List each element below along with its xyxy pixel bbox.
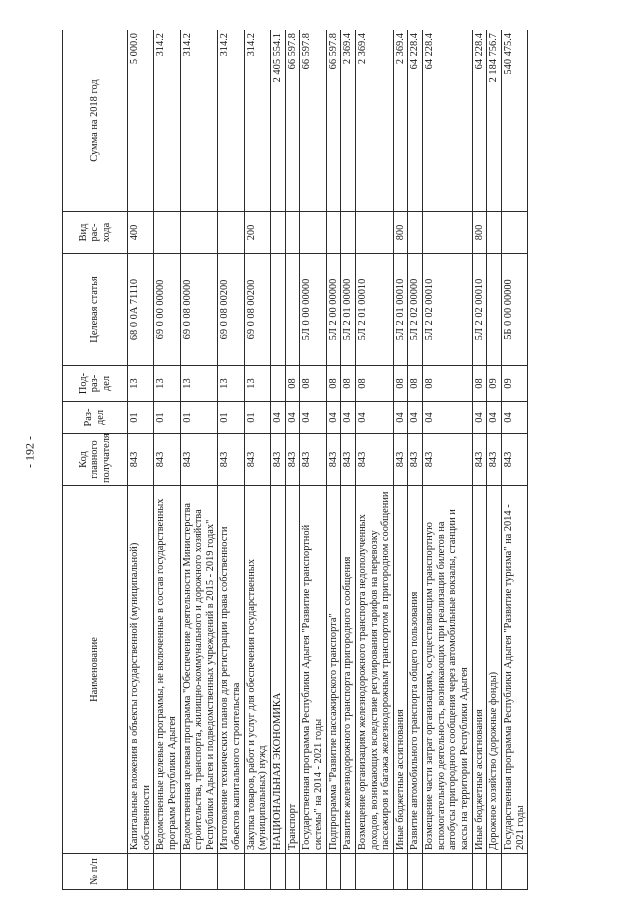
- rotated-page: [62, 30, 622, 890]
- cell-num: [180, 854, 218, 890]
- cell-vid: 800: [393, 212, 408, 254]
- cell-code: 843: [501, 434, 527, 486]
- cell-name: Государственная программа Республики Адыгея "Развитие транспортной системы" на 2014 - 2021 годы: [300, 486, 326, 854]
- table-row: [300, 30, 326, 890]
- cell-podrazdel: 09: [487, 366, 502, 402]
- cell-sum: 2 405 554.1: [271, 30, 286, 212]
- cell-code: 843: [393, 434, 408, 486]
- cell-article: 69 0 08 00200: [218, 254, 244, 366]
- cell-code: 843: [487, 434, 502, 486]
- cell-razdel: 04: [487, 402, 502, 434]
- cell-sum: 2 184 756.7: [487, 30, 502, 212]
- cell-code: 843: [271, 434, 286, 486]
- cell-sum: 2 369.4: [393, 30, 408, 212]
- cell-sum: 314.2: [244, 30, 270, 212]
- cell-article: [487, 254, 502, 366]
- cell-article: 5Л 2 02 00000: [408, 254, 423, 366]
- cell-razdel: 04: [408, 402, 423, 434]
- cell-vid: 400: [128, 212, 154, 254]
- cell-podrazdel: 13: [218, 366, 244, 402]
- cell-code: 843: [472, 434, 487, 486]
- cell-code: 843: [408, 434, 423, 486]
- header-razdel: Раз-дел: [63, 402, 128, 434]
- cell-num: [271, 854, 286, 890]
- cell-podrazdel: 08: [300, 366, 326, 402]
- cell-razdel: 04: [341, 402, 356, 434]
- cell-razdel: 01: [244, 402, 270, 434]
- cell-sum: 64 228.4: [423, 30, 473, 212]
- cell-num: [355, 854, 393, 890]
- cell-article: 5Б 0 00 00000: [501, 254, 527, 366]
- cell-article: 5Л 0 00 00000: [300, 254, 326, 366]
- cell-article: 68 0 0А 71110: [128, 254, 154, 366]
- cell-razdel: 04: [271, 402, 286, 434]
- cell-article: 5Л 2 02 00010: [423, 254, 473, 366]
- cell-razdel: 04: [355, 402, 393, 434]
- cell-razdel: 01: [154, 402, 180, 434]
- cell-podrazdel: 13: [128, 366, 154, 402]
- cell-vid: [154, 212, 180, 254]
- table-row: [408, 30, 423, 890]
- cell-article: 5Л 2 01 00010: [393, 254, 408, 366]
- table-header-row: [63, 30, 128, 890]
- cell-name: Изготовление технических планов для регистрации права собственности объектов капитального строительства: [218, 486, 244, 854]
- cell-podrazdel: 08: [285, 366, 300, 402]
- table-row: [423, 30, 473, 890]
- cell-code: 843: [128, 434, 154, 486]
- cell-code: 843: [180, 434, 218, 486]
- cell-vid: [423, 212, 473, 254]
- cell-razdel: 01: [180, 402, 218, 434]
- cell-name: Ведомственная целевая программа "Обеспечение деятельности Министерства строительства, транспорта, жилищно-коммунального и дорожного хозяйства Республики Адыгея и подведомственных учреждений в 2015 - 2019 годах": [180, 486, 218, 854]
- table-row: [154, 30, 180, 890]
- table-row: [218, 30, 244, 890]
- cell-razdel: 04: [326, 402, 341, 434]
- cell-sum: 66 597.8: [285, 30, 300, 212]
- cell-sum: 66 597.8: [300, 30, 326, 212]
- cell-vid: [285, 212, 300, 254]
- cell-num: [218, 854, 244, 890]
- cell-podrazdel: 08: [341, 366, 356, 402]
- cell-podrazdel: 08: [423, 366, 473, 402]
- cell-vid: [501, 212, 527, 254]
- cell-sum: 5 000.0: [128, 30, 154, 212]
- cell-num: [487, 854, 502, 890]
- cell-code: 843: [218, 434, 244, 486]
- cell-name: Иные бюджетные ассигнования: [472, 486, 487, 854]
- cell-podrazdel: 09: [501, 366, 527, 402]
- cell-podrazdel: 13: [154, 366, 180, 402]
- cell-vid: [341, 212, 356, 254]
- cell-article: 69 0 08 00000: [180, 254, 218, 366]
- cell-article: 5Л 2 02 00010: [472, 254, 487, 366]
- cell-article: [271, 254, 286, 366]
- cell-vid: [355, 212, 393, 254]
- cell-name: Транспорт: [285, 486, 300, 854]
- cell-name: Возмещение организациям железнодорожного транспорта недополученных доходов, возникающих вследствие регулирования тарифов на перевозку пассажиров и багажа железнодорожным транспортом в пригородном сообщении: [355, 486, 393, 854]
- cell-name: НАЦИОНАЛЬНАЯ ЭКОНОМИКА: [271, 486, 286, 854]
- cell-razdel: 04: [423, 402, 473, 434]
- cell-code: 843: [244, 434, 270, 486]
- page-number: - 192 -: [22, 436, 37, 468]
- table-row: [487, 30, 502, 890]
- cell-vid: [326, 212, 341, 254]
- cell-sum: 540 475.4: [501, 30, 527, 212]
- cell-vid: [487, 212, 502, 254]
- cell-vid: [180, 212, 218, 254]
- cell-razdel: 04: [393, 402, 408, 434]
- table-row: [393, 30, 408, 890]
- table-row: [341, 30, 356, 890]
- cell-razdel: 04: [472, 402, 487, 434]
- cell-article: 69 0 00 00000: [154, 254, 180, 366]
- cell-podrazdel: 13: [180, 366, 218, 402]
- cell-sum: 314.2: [154, 30, 180, 212]
- cell-code: 843: [326, 434, 341, 486]
- cell-sum: 314.2: [180, 30, 218, 212]
- header-num: № п/п: [63, 854, 128, 890]
- cell-vid: [408, 212, 423, 254]
- cell-vid: [218, 212, 244, 254]
- table-row: [271, 30, 286, 890]
- cell-code: 843: [341, 434, 356, 486]
- cell-razdel: 04: [285, 402, 300, 434]
- table-row: [501, 30, 527, 890]
- table-row: [472, 30, 487, 890]
- cell-razdel: 04: [501, 402, 527, 434]
- header-vid: Вид рас-хода: [63, 212, 128, 254]
- cell-vid: [271, 212, 286, 254]
- cell-name: Закупка товаров, работ и услуг для обеспечения государственных (муниципальных) нужд: [244, 486, 270, 854]
- cell-name: Иные бюджетные ассигнования: [393, 486, 408, 854]
- cell-vid: [300, 212, 326, 254]
- cell-podrazdel: 08: [408, 366, 423, 402]
- cell-podrazdel: 08: [472, 366, 487, 402]
- table-container: [62, 30, 622, 890]
- budget-table: [62, 30, 528, 890]
- cell-podrazdel: 08: [355, 366, 393, 402]
- cell-code: 843: [355, 434, 393, 486]
- header-code: Код главного получателя: [63, 434, 128, 486]
- cell-num: [341, 854, 356, 890]
- cell-sum: 64 228.4: [472, 30, 487, 212]
- cell-sum: 2 369.4: [341, 30, 356, 212]
- cell-vid: 200: [244, 212, 270, 254]
- cell-num: [154, 854, 180, 890]
- cell-sum: 314.2: [218, 30, 244, 212]
- cell-article: 5Л 2 00 00000: [326, 254, 341, 366]
- cell-name: Государственная программа Республики Адыгея "Развитие туризма" на 2014 - 2021 годы: [501, 486, 527, 854]
- cell-razdel: 04: [300, 402, 326, 434]
- header-podrazdel: Под-раз-дел: [63, 366, 128, 402]
- cell-razdel: 01: [218, 402, 244, 434]
- table-row: [128, 30, 154, 890]
- cell-num: [472, 854, 487, 890]
- cell-podrazdel: [271, 366, 286, 402]
- cell-num: [300, 854, 326, 890]
- header-sum: Сумма на 2018 год: [63, 30, 128, 212]
- cell-num: [501, 854, 527, 890]
- cell-name: Дорожное хозяйство (дорожные фонды): [487, 486, 502, 854]
- cell-podrazdel: 08: [326, 366, 341, 402]
- cell-podrazdel: 13: [244, 366, 270, 402]
- cell-num: [128, 854, 154, 890]
- cell-name: Возмещение части затрат организациям, осуществляющим транспортную вспомогательную деятельность, возникающих при реализации билетов на автобусы пригородного сообщения через автомобильные вокзалы, станции и кассы на территории Республики Адыгея: [423, 486, 473, 854]
- cell-name: Подпрограмма "Развитие пассажирского транспорта": [326, 486, 341, 854]
- cell-code: 843: [423, 434, 473, 486]
- cell-num: [285, 854, 300, 890]
- table-row: [326, 30, 341, 890]
- cell-num: [326, 854, 341, 890]
- table-row: [244, 30, 270, 890]
- cell-article: 69 0 08 00200: [244, 254, 270, 366]
- cell-razdel: 01: [128, 402, 154, 434]
- cell-name: Капитальные вложения в объекты государственной (муниципальной) собственности: [128, 486, 154, 854]
- cell-code: 843: [154, 434, 180, 486]
- cell-article: 5Л 2 01 00000: [341, 254, 356, 366]
- cell-name: Ведомственные целевые программы, не включенные в состав государственных программ Республики Адыгея: [154, 486, 180, 854]
- cell-article: [285, 254, 300, 366]
- table-row: [285, 30, 300, 890]
- table-row: [355, 30, 393, 890]
- table-body: [128, 30, 528, 890]
- cell-code: 843: [300, 434, 326, 486]
- cell-name: Развитие железнодорожного транспорта пригородного сообщения: [341, 486, 356, 854]
- header-article: Целевая статья: [63, 254, 128, 366]
- cell-vid: 800: [472, 212, 487, 254]
- cell-code: 843: [285, 434, 300, 486]
- cell-num: [423, 854, 473, 890]
- cell-num: [393, 854, 408, 890]
- header-name: Наименование: [63, 486, 128, 854]
- cell-name: Развитие автомобильного транспорта общего пользования: [408, 486, 423, 854]
- table-row: [180, 30, 218, 890]
- cell-num: [244, 854, 270, 890]
- cell-sum: 66 597.8: [326, 30, 341, 212]
- cell-article: 5Л 2 01 00010: [355, 254, 393, 366]
- cell-podrazdel: 08: [393, 366, 408, 402]
- cell-sum: 2 369.4: [355, 30, 393, 212]
- cell-sum: 64 228.4: [408, 30, 423, 212]
- cell-num: [408, 854, 423, 890]
